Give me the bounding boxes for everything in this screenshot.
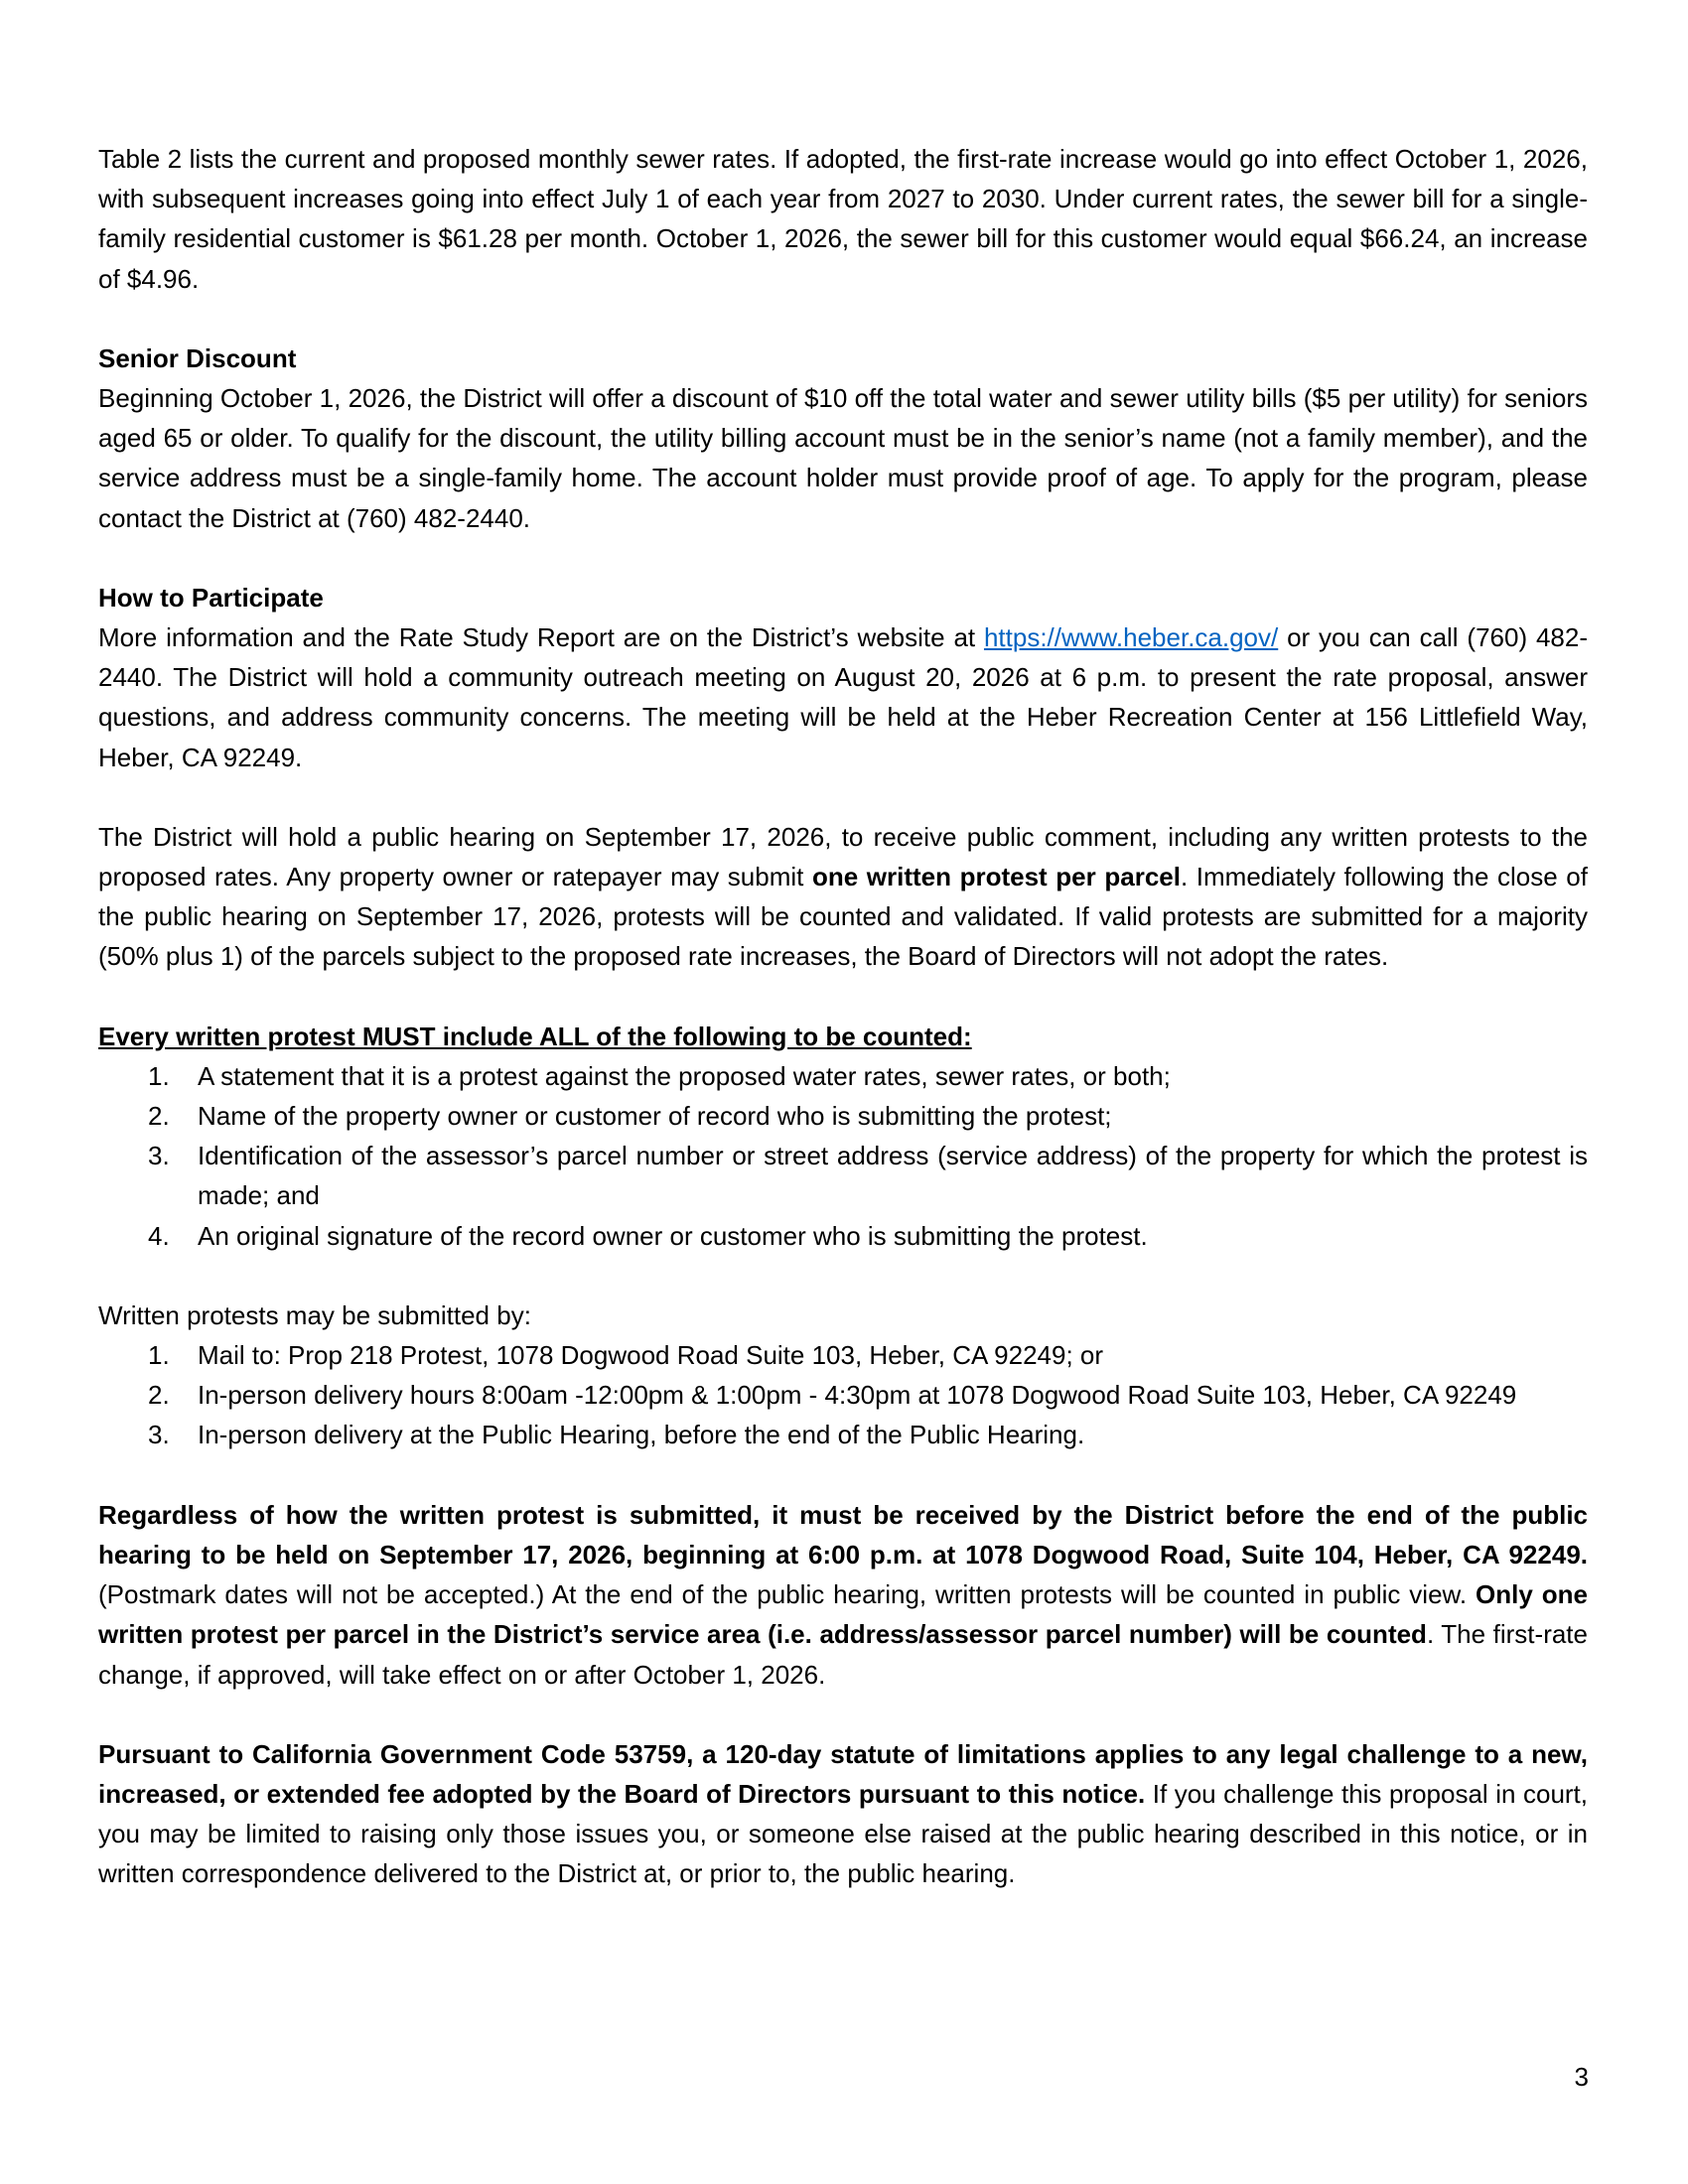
submission-methods-section — [98, 1296, 1588, 1455]
regardless-text-2: . The first-rate change, if approved, will take effect on or after October 1, 2026. — [98, 1619, 1588, 1690]
regardless-text-1: (Postmark dates will not be accepted.) At the end of the public hearing, written protests will be counted in public view. — [98, 1579, 1477, 1610]
regardless-bold-1: Regardless of how the written protest is submitted, it must be received by the District before the end of the public hearing to be held on September 17, 2026, beginning at 6:00 p.m. at 1078 Dogwood Road, Suite 104, Heber, CA 92249. — [98, 1499, 1588, 1570]
document-page — [98, 139, 1588, 1934]
senior-discount-section — [98, 339, 1588, 538]
list-item: 1. A statement that it is a protest against the proposed water rates, sewer rates, or both; — [148, 1060, 1171, 1091]
participate-text-after-link: or you can call (760) 482-2440. The District will hold a community outreach meeting on August 20, 2026 at 6 p.m. to present the rate proposal, answer questions, and address community concerns. The meeting will be held at the Heber Recreation Center at 156 Littlefield Way, Heber, CA 92249. — [98, 622, 1588, 772]
regardless-bold-2: Only one written protest per parcel in the District’s service area (i.e. address/assessor parcel number) will be counted — [98, 1579, 1588, 1650]
public-hearing-paragraph — [98, 817, 1588, 977]
hearing-text-1: The District will hold a public hearing on September 17, 2026, to receive public comment, including any written protests to the proposed rates. Any property owner or ratepayer may submit — [98, 821, 1588, 892]
protest-requirements-list — [98, 1056, 1588, 1256]
how-to-participate-heading: How to Participate — [98, 582, 324, 613]
submission-methods-intro: Written protests may be submitted by: — [98, 1299, 531, 1330]
list-item: 2. Name of the property owner or customer of record who is submitting the protest; — [148, 1101, 1112, 1132]
list-item: 3. In-person delivery at the Public Hearing, before the end of the Public Hearing. — [148, 1420, 1085, 1450]
page-number: 3 — [1574, 2062, 1589, 2092]
hearing-bold-text: one written protest per parcel — [811, 862, 1181, 892]
protest-requirements-heading: Every written protest MUST include ALL of the following to be counted: — [98, 1021, 972, 1051]
senior-discount-body: Beginning October 1, 2026, the District will offer a discount of $10 off the total water and sewer utility bills ($5 per utility) for seniors aged 65 or older. To qualify for the discount, the utility billing account must be in the senior’s name (not a family member), and the service address must be a single-family home. The account holder must provide proof of age. To apply for the program, please contact the District at (760) 482-2440. — [98, 383, 1588, 533]
list-item: 3. Identification of the assessor’s parcel number or street address (service address) of the property for which the protest is made; and — [148, 1141, 1588, 1211]
submission-methods-list — [98, 1335, 1588, 1455]
participate-text-before-link: More information and the Rate Study Report are on the District’s website at — [98, 622, 984, 653]
regardless-paragraph — [98, 1495, 1588, 1695]
hearing-text-2: . Immediately following the close of the public hearing on September 17, 2026, protests will be counted and validated. If valid protests are submitted for a majority (50% plus 1) of the parcels subject to the proposed rate increases, the Board of Directors will not adopt the rates. — [98, 862, 1588, 972]
list-item: 1. Mail to: Prop 218 Protest, 1078 Dogwood Road Suite 103, Heber, CA 92249; or — [148, 1340, 1104, 1371]
pursuant-paragraph — [98, 1734, 1588, 1894]
pursuant-bold: Pursuant to California Government Code 53759, a 120-day statute of limitations applies to any legal challenge to a new, increased, or extended fee adopted by the Board of Directors pursuant to this notice. — [98, 1738, 1588, 1809]
how-to-participate-section — [98, 578, 1588, 777]
list-item: 2. In-person delivery hours 8:00am -12:00pm & 1:00pm - 4:30pm at 1078 Dogwood Road Suite 103, Heber, CA 92249 — [148, 1380, 1517, 1411]
pursuant-text: If you challenge this proposal in court, you may be limited to raising only those issues you, or someone else raised at the public hearing described in this notice, or in written correspondence delivered to the District at, or prior to, the public hearing. — [98, 1778, 1589, 1889]
intro-paragraph: Table 2 lists the current and proposed monthly sewer rates. If adopted, the first-rate increase would go into effect October 1, 2026, with subsequent increases going into effect July 1 of each year from 2027 to 2030. Under current rates, the sewer bill for a single-family residential customer is $61.28 per month. October 1, 2026, the sewer bill for this customer would equal $66.24, an increase of $4.96. — [98, 144, 1588, 294]
protest-requirements-section — [98, 1017, 1588, 1256]
district-website-link[interactable]: https://www.heber.ca.gov/ — [983, 622, 1279, 653]
senior-discount-heading: Senior Discount — [98, 342, 297, 373]
list-item: 4. An original signature of the record owner or customer who is submitting the protest. — [148, 1220, 1148, 1251]
